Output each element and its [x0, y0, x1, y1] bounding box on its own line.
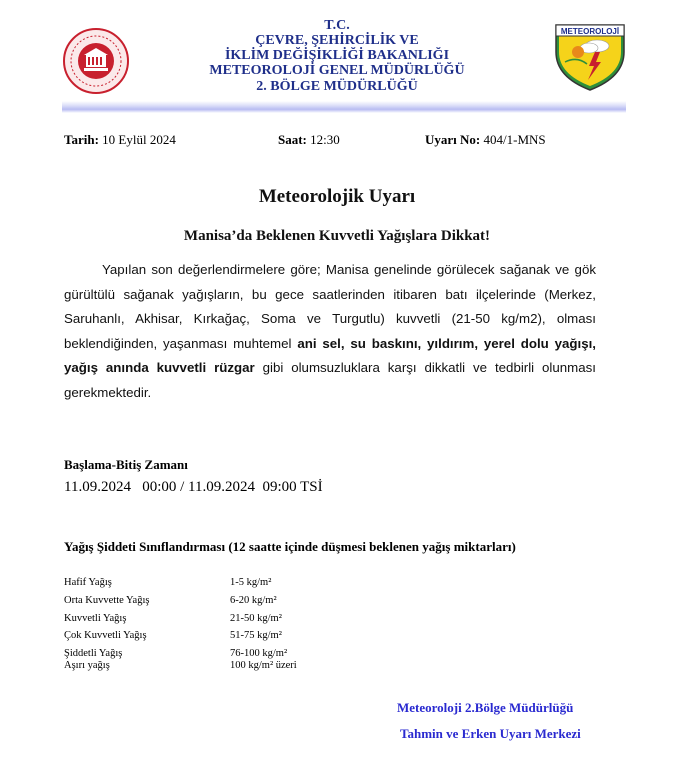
- warning-number-value: 404/1-MNS: [483, 132, 546, 147]
- classification-range: 100 kg/m² üzeri: [230, 660, 297, 671]
- date-field: [64, 132, 176, 148]
- time-label: Saat:: [278, 132, 307, 147]
- warning-number-field: [425, 132, 546, 148]
- classification-range: 1-5 kg/m²: [230, 577, 272, 588]
- document-title: Meteorolojik Uyarı: [258, 186, 416, 207]
- period-value: 11.09.2024 00:00 / 11.09.2024 09:00 TSİ: [64, 479, 323, 495]
- meteoroloji-logo-icon: [553, 22, 627, 92]
- classification-range: 6-20 kg/m²: [230, 595, 277, 606]
- period-label: Başlama-Bitiş Zamanı: [64, 457, 188, 472]
- classification-name: Şiddetli Yağış: [64, 648, 123, 659]
- signature-center: Tahmin ve Erken Uyarı Merkezi: [400, 726, 581, 741]
- classification-range: 76-100 kg/m²: [230, 648, 288, 659]
- time-value: 12:30: [310, 132, 340, 147]
- classification-name: Kuvvetli Yağış: [64, 613, 127, 624]
- time-field: [278, 132, 340, 148]
- classification-name: Orta Kuvvette Yağış: [64, 595, 150, 606]
- date-value: 10 Eylül 2024: [102, 132, 176, 147]
- classification-name: Çok Kuvvetli Yağış: [64, 630, 147, 641]
- classification-range: 21-50 kg/m²: [230, 613, 282, 624]
- warning-number-label: Uyarı No:: [425, 132, 481, 147]
- body-text-part1: Yapılan son değerlendirmelere göre; Manisa genelinde görülecek sağanak ve gök gürültülü sağanak yağışların, bu gece saatlerinden itibaren batı ilçelerinde (Merkez, Saruhanlı, Akhisar, Kırkağaç, Soma ve Turgutlu) kuvvetli (21-50 kg/m2), olması beklendiğinden, yaşanması muhtemel: [64, 262, 596, 351]
- body-text-part2: gibi olumsuzluklara karşı dikkatli ve tedbirli olunması gerekmektedir.: [64, 360, 596, 400]
- document-subtitle: Manisa’da Beklenen Kuvvetli Yağışlara Dikkat!: [183, 228, 491, 244]
- header-directorate: METEOROLOJİ GENEL MÜDÜRLÜĞÜ: [209, 63, 465, 78]
- header-regional-directorate: 2. BÖLGE MÜDÜRLÜĞÜ: [256, 79, 418, 94]
- header-ministry-line1: ÇEVRE, ŞEHİRCİLİK VE: [255, 33, 419, 48]
- header-tc: T.C.: [324, 18, 350, 33]
- body-text-hazards: ani sel, su baskını, yıldırım, yerel dolu yağışı, yağış anında kuvvetli rüzgar: [64, 335, 596, 375]
- classification-name: Aşırı yağış: [64, 660, 110, 671]
- classification-title: Yağış Şiddeti Sınıflandırması (12 saatte içinde düşmesi beklenen yağış miktarları): [64, 539, 516, 554]
- signature-directorate: Meteoroloji 2.Bölge Müdürlüğü: [397, 700, 574, 715]
- warning-body-paragraph: [64, 258, 596, 405]
- date-label: Tarih:: [64, 132, 99, 147]
- logo-label: METEOROLOJİ: [560, 27, 620, 36]
- classification-range: 51-75 kg/m²: [230, 630, 282, 641]
- classification-name: Hafif Yağış: [64, 577, 112, 588]
- header-ministry-line2: İKLİM DEĞİŞİKLİĞİ BAKANLIĞI: [224, 48, 450, 63]
- header-divider-band: [62, 101, 626, 113]
